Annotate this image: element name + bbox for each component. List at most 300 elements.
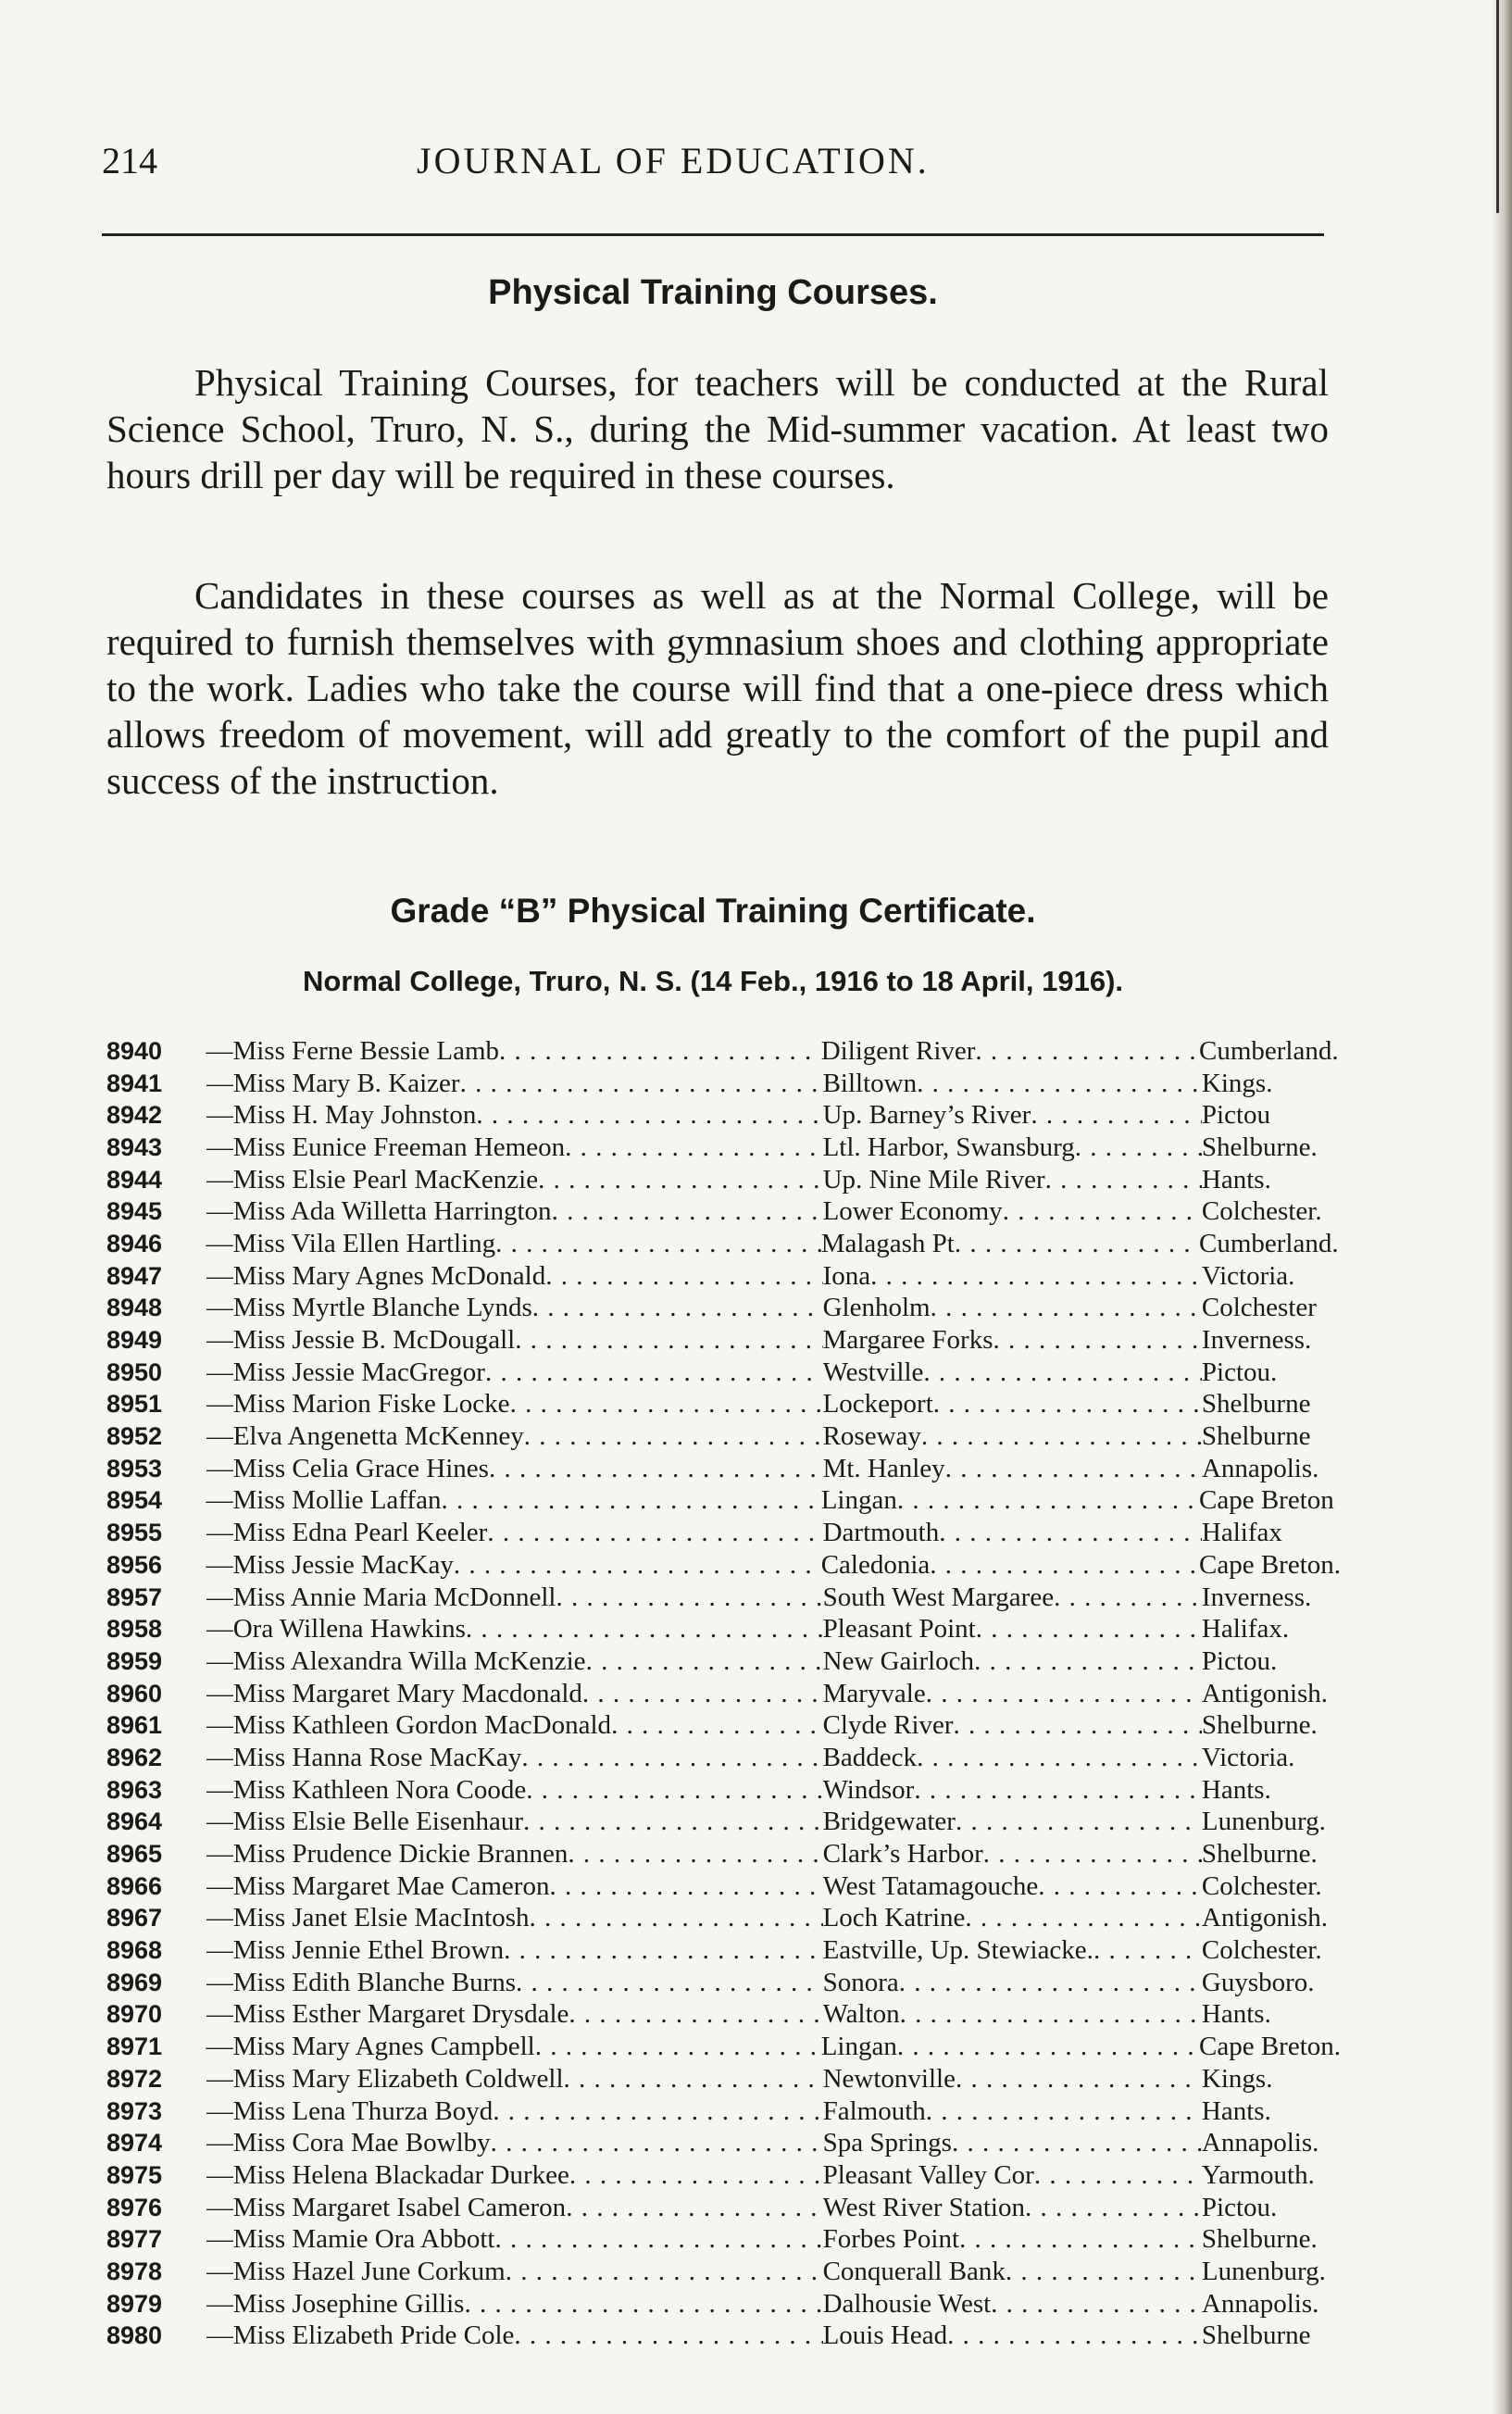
county-name: Colchester.	[1201, 1870, 1322, 1901]
place-cell	[821, 2032, 1199, 2062]
running-head: JOURNAL OF EDUCATION.	[417, 140, 930, 181]
name-cell	[206, 1485, 820, 1516]
county-name: Yarmouth.	[1201, 2159, 1315, 2190]
teacher-name: —Miss Celia Grace Hines	[206, 1453, 489, 1483]
place-name: Bridgewater	[822, 1807, 956, 1837]
teacher-name: —Miss Mary Agnes Campbell	[206, 2032, 535, 2062]
list-item	[106, 1645, 1329, 1678]
name-cell	[206, 2289, 823, 2320]
teacher-name: —Miss Josephine Gillis	[206, 2288, 465, 2319]
county-name: Shelburne	[1201, 1421, 1311, 1452]
teacher-name: —Miss Jennie Ethel Brown	[206, 1935, 505, 1966]
certificate-list	[106, 1035, 1342, 2352]
teacher-name: —Miss Mamie Ora Abbott	[206, 2224, 495, 2255]
place-name: Caledonia	[820, 1549, 931, 1580]
county-name: Hants.	[1201, 2095, 1271, 2126]
list-item	[106, 1870, 1329, 1903]
dot-leader	[569, 2160, 823, 2191]
header-rule	[102, 233, 1324, 236]
county-name: Inverness.	[1201, 1582, 1312, 1612]
certificate-number: 8949	[106, 1326, 163, 1355]
certificate-number: 8957	[106, 1582, 163, 1611]
place-cell	[823, 2160, 1202, 2191]
place-cell	[823, 1165, 1202, 1195]
certificate-number: 8941	[106, 1069, 163, 1097]
place-name: Spa Springs	[822, 2128, 952, 2158]
name-cell	[206, 1871, 823, 1902]
dot-leader	[914, 1775, 1202, 1806]
dot-leader	[952, 2128, 1202, 2158]
list-item	[106, 1035, 1339, 1068]
place-cell	[821, 1036, 1199, 1067]
dot-leader	[529, 1903, 822, 1933]
dot-leader	[538, 1165, 822, 1195]
teacher-name: —Miss Annie Maria McDonnell	[206, 1582, 556, 1612]
list-item	[106, 1068, 1329, 1100]
dot-leader	[956, 2064, 1202, 2095]
list-item	[106, 2159, 1329, 2192]
place-cell	[823, 1839, 1202, 1870]
place-cell	[823, 2128, 1202, 2158]
name-cell	[206, 1196, 823, 1227]
dot-leader	[1054, 1582, 1202, 1613]
teacher-name: —Miss H. May Johnston	[206, 1100, 477, 1131]
name-cell	[206, 1550, 820, 1581]
name-cell	[206, 1389, 823, 1420]
list-item	[106, 2256, 1329, 2288]
county-name: Antigonish.	[1201, 1903, 1329, 1933]
certificate-number: 8945	[106, 1197, 163, 1226]
list-item	[106, 1774, 1329, 1807]
name-cell	[206, 1710, 823, 1741]
name-cell	[206, 1132, 823, 1163]
dot-leader	[993, 1325, 1201, 1356]
list-item	[106, 1709, 1329, 1742]
list-item	[106, 1967, 1329, 1999]
county-name: Shelburne	[1201, 1389, 1311, 1420]
place-name: Baddeck	[822, 1742, 918, 1772]
name-cell	[206, 2032, 820, 2062]
place-cell	[823, 1935, 1202, 1966]
place-name: Margaree Forks	[822, 1325, 993, 1356]
county-name: Shelburne.	[1201, 2224, 1318, 2255]
county-name: Shelburne.	[1201, 1710, 1318, 1741]
place-cell	[823, 2289, 1202, 2320]
place-name: Conquerall Bank	[822, 2256, 1006, 2286]
place-cell	[823, 2064, 1202, 2095]
place-cell	[823, 1999, 1202, 2030]
list-item	[106, 2288, 1329, 2320]
dot-leader	[899, 1968, 1202, 1998]
teacher-name: —Miss Elsie Belle Eisenhaur	[206, 1807, 524, 1837]
dot-leader	[524, 1421, 823, 1452]
place-cell	[821, 1485, 1199, 1516]
teacher-name: —Miss Jessie MacGregor	[206, 1357, 485, 1387]
certificate-number: 8952	[106, 1422, 163, 1451]
dot-leader	[956, 1807, 1202, 1837]
spine-edge-mark	[1496, 0, 1499, 213]
dot-leader	[917, 1743, 1202, 1773]
place-name: Up. Barney’s River	[822, 1100, 1031, 1131]
certificate-number: 8964	[106, 1807, 163, 1836]
certificate-number: 8950	[106, 1357, 163, 1386]
name-cell	[206, 1518, 823, 1548]
county-name: Lunenburg.	[1201, 1807, 1326, 1837]
dot-leader	[504, 1935, 822, 1966]
certificate-number: 8958	[106, 1615, 163, 1644]
dot-leader	[506, 2257, 823, 2287]
certificate-number: 8976	[106, 2193, 163, 2221]
place-cell	[823, 2257, 1202, 2287]
certificate-number: 8973	[106, 2096, 163, 2125]
teacher-name: —Miss Margaret Mary Macdonald	[206, 1678, 582, 1708]
certificate-number: 8953	[106, 1454, 163, 1482]
county-name: Pictou.	[1201, 1357, 1278, 1387]
county-name: Guysboro.	[1201, 1967, 1315, 1997]
list-item	[106, 2031, 1342, 2063]
place-cell	[823, 1325, 1202, 1356]
dot-leader	[1093, 1935, 1202, 1966]
name-cell	[206, 2128, 823, 2158]
county-name: Colchester.	[1201, 1196, 1322, 1227]
list-item	[106, 1260, 1329, 1293]
teacher-name: —Miss Kathleen Gordon MacDonald	[206, 1710, 612, 1741]
certificate-number: 8951	[106, 1390, 163, 1419]
county-name: Hants.	[1201, 1164, 1271, 1194]
section-subtitle-normal-college: Normal College, Truro, N. S. (14 Feb., 1916 to 18 April, 1916).	[302, 965, 1124, 997]
place-name: New Gairloch	[822, 1645, 975, 1676]
dot-leader	[926, 2096, 1202, 2127]
name-cell	[206, 2160, 823, 2191]
certificate-number: 8946	[106, 1229, 163, 1257]
county-name: Inverness.	[1201, 1325, 1312, 1356]
teacher-name: —Miss Jessie B. McDougall	[206, 1325, 516, 1356]
place-cell	[823, 2096, 1202, 2127]
county-name: Victoria.	[1201, 1260, 1295, 1291]
name-cell	[206, 1582, 823, 1613]
county-name: Halifax	[1201, 1518, 1282, 1548]
name-cell	[206, 1775, 823, 1806]
dot-leader	[499, 1036, 821, 1067]
place-cell	[823, 1357, 1202, 1388]
list-item	[106, 1903, 1329, 1935]
place-cell	[823, 1518, 1202, 1548]
dot-leader	[897, 2032, 1199, 2062]
dot-leader	[900, 1999, 1202, 2030]
county-name: Kings.	[1201, 2063, 1273, 2094]
list-item	[106, 1453, 1329, 1485]
dot-leader	[532, 1293, 823, 1323]
dot-leader	[921, 1421, 1202, 1452]
dot-leader	[549, 1871, 822, 1902]
dot-leader	[582, 1679, 823, 1709]
list-item	[106, 1324, 1329, 1357]
list-item	[106, 1517, 1329, 1549]
dot-leader	[521, 1743, 822, 1773]
certificate-number: 8970	[106, 2000, 163, 2029]
name-cell	[206, 1293, 823, 1323]
county-name: Cape Breton	[1199, 1485, 1334, 1516]
dot-leader	[494, 2224, 822, 2255]
place-cell	[823, 1871, 1202, 1902]
certificate-number: 8966	[106, 1871, 163, 1900]
dot-leader	[454, 1550, 821, 1581]
place-cell	[823, 1100, 1202, 1131]
place-name: Billtown	[822, 1068, 918, 1098]
place-name: Sonora	[822, 1967, 899, 1997]
teacher-name: —Miss Myrtle Blanche Lynds	[206, 1293, 532, 1323]
list-item	[106, 1549, 1342, 1582]
name-cell	[206, 1036, 820, 1067]
dot-leader	[441, 1485, 820, 1516]
teacher-name: —Miss Ada Willetta Harrington	[206, 1196, 552, 1227]
name-cell	[206, 1069, 823, 1099]
place-name: Ltl. Harbor, Swansburg	[822, 1132, 1075, 1162]
place-cell	[823, 2193, 1202, 2223]
certificate-number: 8944	[106, 1165, 163, 1194]
list-item	[106, 1195, 1329, 1228]
teacher-name: —Miss Kathleen Nora Coode	[206, 1774, 527, 1805]
name-cell	[206, 1357, 823, 1388]
certificate-number: 8965	[106, 1840, 163, 1869]
dot-leader	[1038, 1871, 1202, 1902]
place-cell	[823, 1454, 1202, 1484]
dot-leader	[954, 1710, 1202, 1741]
dot-leader	[495, 1229, 821, 1259]
place-name: Lockeport	[822, 1389, 933, 1420]
teacher-name: —Miss Mollie Laffan	[206, 1485, 442, 1516]
name-cell	[206, 2224, 823, 2255]
certificate-number: 8979	[106, 2289, 163, 2318]
place-cell	[823, 1261, 1202, 1292]
county-name: Annapolis.	[1201, 2288, 1319, 2319]
county-name: Victoria.	[1201, 1742, 1295, 1772]
dot-leader	[930, 1550, 1199, 1581]
dot-leader	[552, 1196, 823, 1227]
dot-leader	[489, 1454, 823, 1484]
book-spine-shadow	[1492, 0, 1512, 2414]
teacher-name: —Miss Hazel June Corkum	[206, 2256, 506, 2286]
place-cell	[823, 1293, 1202, 1323]
county-name: Cape Breton.	[1199, 1549, 1342, 1580]
teacher-name: —Miss Esther Margaret Drysdale	[206, 1999, 569, 2030]
list-item	[106, 1999, 1329, 2032]
county-name: Cumberland.	[1199, 1228, 1339, 1258]
page-header	[102, 139, 1324, 204]
dot-leader	[556, 1582, 822, 1613]
list-item	[106, 1838, 1329, 1870]
teacher-name: —Miss Alexandra Willa McKenzie	[206, 1645, 586, 1676]
teacher-name: —Miss Elsie Pearl MacKenzie	[206, 1164, 539, 1194]
certificate-number: 8942	[106, 1101, 163, 1130]
list-item	[106, 2095, 1329, 2128]
dot-leader	[476, 1100, 822, 1131]
place-name: Dalhousie West	[822, 2288, 992, 2319]
county-name: Colchester.	[1201, 1935, 1322, 1966]
list-item	[106, 1420, 1329, 1453]
place-cell	[823, 1968, 1202, 1998]
place-name: Maryvale	[822, 1678, 926, 1708]
name-cell	[206, 1743, 823, 1773]
place-cell	[823, 1743, 1202, 1773]
list-item	[106, 2127, 1329, 2159]
name-cell	[206, 1807, 823, 1837]
certificate-number: 8971	[106, 2033, 163, 2061]
place-name: West Tatamagouche	[822, 1870, 1039, 1901]
dot-leader	[1034, 2160, 1202, 2191]
place-name: Up. Nine Mile River	[822, 1164, 1045, 1194]
certificate-number: 8972	[106, 2064, 163, 2093]
dot-leader	[515, 1325, 822, 1356]
dot-leader	[514, 2320, 822, 2351]
place-name: Mt. Hanley	[822, 1453, 945, 1483]
list-item	[106, 1389, 1329, 1421]
name-cell	[206, 2193, 823, 2223]
place-cell	[823, 1646, 1202, 1677]
place-name: South West Margaree	[822, 1582, 1055, 1612]
certificate-number: 8960	[106, 1679, 163, 1707]
dot-leader	[931, 1293, 1202, 1323]
place-name: Dartmouth	[822, 1518, 940, 1548]
place-cell	[823, 2224, 1202, 2255]
county-name: Pictou	[1201, 1100, 1271, 1131]
county-name: Annapolis.	[1201, 2128, 1319, 2158]
place-name: Malagash Pt	[820, 1228, 955, 1258]
place-cell	[821, 1550, 1199, 1581]
list-item	[106, 2192, 1329, 2224]
county-name: Halifax.	[1201, 1614, 1290, 1645]
name-cell	[206, 2320, 823, 2351]
teacher-name: —Miss Ferne Bessie Lamb	[206, 1035, 500, 1066]
county-name: Pictou.	[1201, 2192, 1278, 2222]
place-cell	[823, 1710, 1202, 1741]
dot-leader	[535, 2032, 821, 2062]
dot-leader	[569, 1999, 822, 2030]
place-name: Lingan	[820, 2032, 897, 2062]
certificate-number: 8978	[106, 2257, 163, 2285]
certificate-number: 8967	[106, 1904, 163, 1932]
county-name: Hants.	[1201, 1999, 1271, 2030]
name-cell	[206, 1903, 823, 1933]
list-item	[106, 1357, 1329, 1389]
dot-leader	[939, 1518, 1202, 1548]
place-name: Pleasant Valley Cor	[822, 2159, 1034, 2190]
dot-leader	[975, 1036, 1199, 1067]
certificate-number: 8955	[106, 1519, 163, 1547]
name-cell	[206, 1325, 823, 1356]
dot-leader	[947, 2320, 1202, 2351]
page-number: 214	[102, 140, 157, 181]
dot-leader	[466, 1614, 823, 1645]
dot-leader	[991, 2289, 1202, 2320]
county-name: Annapolis.	[1201, 1453, 1319, 1483]
dot-leader	[1006, 2257, 1202, 2287]
name-cell	[206, 1968, 823, 1998]
county-name: Cumberland.	[1199, 1035, 1339, 1066]
teacher-name: —Miss Mary Agnes McDonald	[206, 1260, 546, 1291]
dot-leader	[959, 2224, 1202, 2255]
name-cell	[206, 1421, 823, 1452]
dot-leader	[965, 1903, 1202, 1933]
section-title-certificate: Grade “B” Physical Training Certificate.	[390, 892, 1036, 930]
teacher-name: —Miss Mary B. Kaizer	[206, 1068, 460, 1098]
dot-leader	[566, 2193, 822, 2223]
name-cell	[206, 1100, 823, 1131]
county-name: Pictou.	[1201, 1645, 1278, 1676]
dot-leader	[487, 1518, 822, 1548]
place-name: Lower Economy	[822, 1196, 1003, 1227]
teacher-name: —Miss Mary Elizabeth Coldwell	[206, 2063, 564, 2094]
list-item	[106, 1293, 1329, 1325]
paragraph-courses: Physical Training Courses, for teachers will be conducted at the Rural Science School, Truro, N. S., during the Mid-summer vacation. At least two hours drill per day will be required in these courses.	[106, 361, 1329, 496]
list-item	[106, 1807, 1329, 1839]
dot-leader	[565, 1132, 822, 1163]
list-item	[106, 1164, 1329, 1196]
teacher-name: —Miss Lena Thurza Boyd	[206, 2095, 494, 2126]
name-cell	[206, 1999, 823, 2030]
place-cell	[823, 1807, 1202, 1837]
teacher-name: —Miss Marion Fiske Locke	[206, 1389, 510, 1420]
place-cell	[823, 1775, 1202, 1806]
dot-leader	[974, 1646, 1202, 1677]
dot-leader	[586, 1646, 823, 1677]
place-name: Roseway	[822, 1421, 921, 1452]
dot-leader	[933, 1389, 1202, 1420]
dot-leader	[526, 1775, 822, 1806]
county-name: Hants.	[1201, 1774, 1271, 1805]
place-name: Westville	[822, 1357, 924, 1387]
dot-leader	[945, 1454, 1202, 1484]
county-name: Shelburne.	[1201, 1132, 1318, 1162]
place-name: West River Station	[822, 2192, 1025, 2222]
certificate-number: 8980	[106, 2321, 163, 2350]
dot-leader	[1003, 1196, 1202, 1227]
name-cell	[206, 1165, 823, 1195]
dot-leader	[917, 1069, 1202, 1099]
name-cell	[206, 2064, 823, 2095]
paragraph-candidates: Candidates in these courses as well as at the Normal College, will be required to furnish themselves with gymnasium shoes and clothing appropriate to the work. Ladies who take the course will find that a one-piece dress which allows freedom of movement, will add greatly to the comfort of the pupil and success of the instruction.	[106, 574, 1329, 802]
county-name: Antigonish.	[1201, 1678, 1329, 1708]
place-name: Diligent River	[820, 1035, 976, 1066]
teacher-name: —Miss Cora Mae Bowlby	[206, 2128, 491, 2158]
certificate-number: 8975	[106, 2160, 163, 2189]
name-cell	[206, 2257, 823, 2287]
place-name: Walton	[822, 1999, 900, 2030]
name-cell	[206, 1261, 823, 1292]
name-cell	[206, 1679, 823, 1709]
teacher-name: —Miss Margaret Isabel Cameron	[206, 2192, 567, 2222]
teacher-name: —Miss Prudence Dickie Brannen	[206, 1839, 569, 1870]
teacher-name: —Miss Hanna Rose MacKay	[206, 1742, 522, 1772]
county-name: Colchester	[1201, 1293, 1317, 1323]
place-name: Clark’s Harbor	[822, 1839, 983, 1870]
list-item	[106, 1678, 1329, 1710]
teacher-name: —Miss Eunice Freeman Hemeon	[206, 1132, 566, 1162]
dot-leader	[523, 1807, 823, 1837]
certificate-number: 8943	[106, 1132, 163, 1161]
place-cell	[823, 1582, 1202, 1613]
list-item	[106, 1613, 1329, 1645]
certificate-number: 8956	[106, 1550, 163, 1579]
dot-leader	[568, 1839, 822, 1870]
county-name: Shelburne	[1201, 2320, 1311, 2351]
place-name: Loch Katrine	[822, 1903, 966, 1933]
dot-leader	[1045, 1165, 1202, 1195]
certificate-number: 8962	[106, 1743, 163, 1771]
certificate-number: 8963	[106, 1775, 163, 1804]
place-cell	[823, 1614, 1202, 1645]
teacher-name: —Miss Jessie MacKay	[206, 1549, 454, 1580]
